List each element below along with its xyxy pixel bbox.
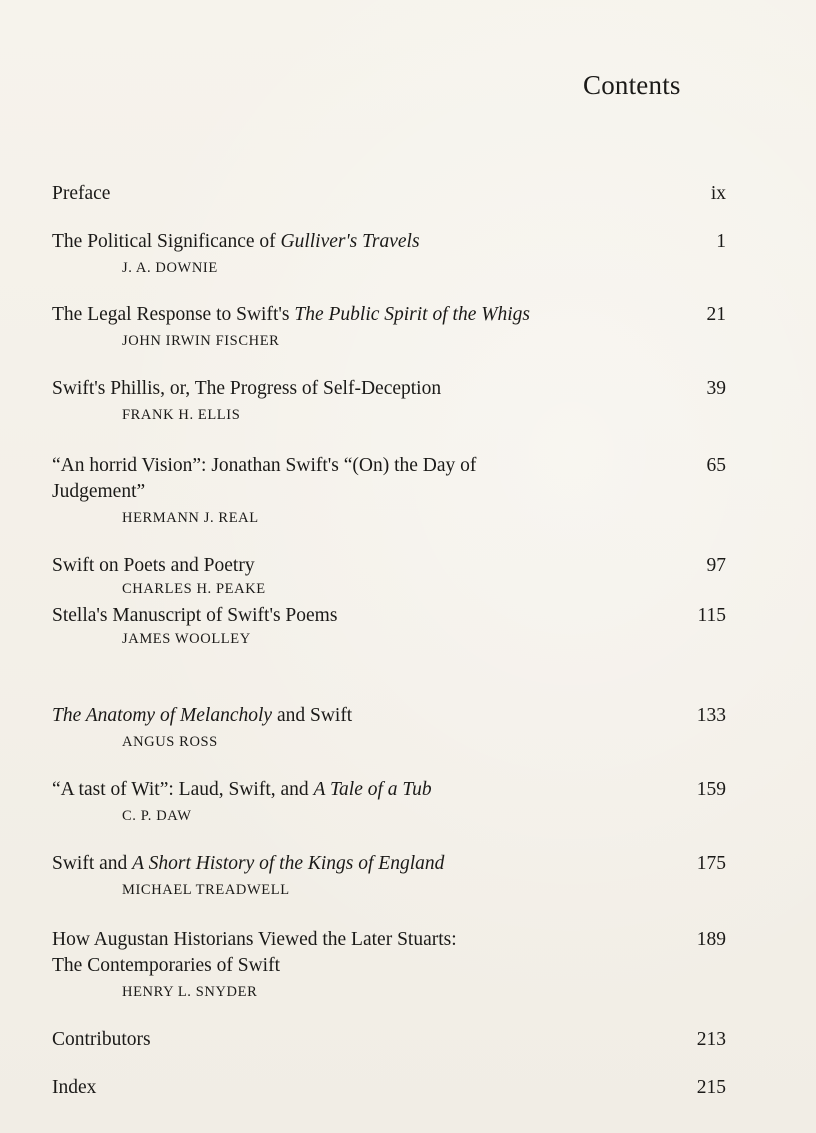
entry-title-italic: The Anatomy of Melancholy: [52, 705, 273, 726]
entry-title-line: [52, 453, 726, 479]
entry-title: Swift's Phillis, or, The Progress of Self-Deception: [52, 378, 442, 399]
toc-entry-index: [52, 1075, 726, 1101]
entry-author: ANGUS ROSS: [122, 734, 218, 750]
page-number: 175: [696, 853, 726, 874]
entry-title-line: [52, 927, 726, 953]
toc-entry-tast-of-wit: [52, 777, 726, 825]
contents-heading: Contents: [583, 70, 681, 100]
entry-title: Preface: [52, 183, 111, 204]
entry-title-line: [52, 603, 726, 629]
entry-title-line: [52, 703, 726, 729]
toc-entry-poets: [52, 553, 726, 598]
toc-entry-anatomy: [52, 703, 726, 751]
page-number: 65: [706, 455, 726, 476]
entry-author: C. P. DAW: [122, 808, 192, 824]
entry-author: JOHN IRWIN FISCHER: [122, 333, 280, 349]
entry-title-line: [52, 181, 726, 207]
page-number: 215: [696, 1077, 726, 1098]
toc-entry-stella: [52, 603, 726, 648]
entry-author: HERMANN J. REAL: [122, 510, 259, 526]
entry-title-suffix: and Swift: [272, 705, 353, 726]
entry-title: Swift on Poets and Poetry: [52, 555, 255, 576]
entry-title-prefix: “A tast of Wit”: Laud, Swift, and: [52, 779, 314, 800]
entry-title-line1: How Augustan Historians Viewed the Later Stuarts:: [52, 929, 457, 950]
toc-entry-gulliver: [52, 229, 726, 277]
page-number: ix: [710, 183, 726, 204]
page-number: 213: [696, 1029, 726, 1050]
entry-title-line: [52, 953, 726, 979]
page-number: 21: [706, 304, 726, 325]
toc-entry-augustan-historians: [52, 927, 726, 1001]
toc-entry-horrid-vision: [52, 453, 726, 527]
entry-title-line: [52, 553, 726, 579]
page-number: 115: [697, 605, 726, 626]
entry-title-line: [52, 302, 726, 328]
entry-author: HENRY L. SNYDER: [122, 984, 258, 1000]
entry-title: Stella's Manuscript of Swift's Poems: [52, 605, 338, 626]
entry-title-line: [52, 777, 726, 803]
toc-entry-contributors: [52, 1027, 726, 1053]
entry-author: MICHAEL TREADWELL: [122, 882, 290, 898]
entry-title-line2: Judgement”: [52, 481, 146, 502]
entry-title-line: [52, 479, 726, 505]
entry-title-line1: “An horrid Vision”: Jonathan Swift's “(On) the Day of: [52, 455, 477, 476]
page-number: 189: [696, 929, 726, 950]
entry-author: J. A. DOWNIE: [122, 260, 218, 276]
entry-title: Contributors: [52, 1029, 151, 1050]
entry-title: Index: [52, 1077, 97, 1098]
entry-title-line: [52, 376, 726, 402]
toc-entry-short-history: [52, 851, 726, 899]
page-number: 1: [716, 231, 726, 252]
entry-author: JAMES WOOLLEY: [122, 631, 251, 647]
toc-entry-phillis: [52, 376, 726, 424]
entry-title-prefix: The Legal Response to Swift's: [52, 304, 295, 325]
page-number: 97: [706, 555, 726, 576]
entry-title-line: [52, 229, 726, 255]
entry-author: CHARLES H. PEAKE: [122, 581, 266, 597]
entry-title-italic: A Tale of a Tub: [313, 779, 432, 800]
entry-title-line: [52, 1075, 726, 1101]
entry-title-prefix: Swift and: [52, 853, 133, 874]
entry-title-italic: Gulliver's Travels: [280, 231, 420, 252]
page-number: 39: [706, 378, 726, 399]
toc-entry-legal-response: [52, 302, 726, 350]
entry-title-italic: A Short History of the Kings of England: [132, 853, 445, 874]
entry-author: FRANK H. ELLIS: [122, 407, 241, 423]
toc-entry-preface: [52, 181, 726, 207]
entry-title-prefix: The Political Significance of: [52, 231, 281, 252]
entry-title-italic: The Public Spirit of the Whigs: [294, 304, 530, 325]
entry-title-line2: The Contemporaries of Swift: [52, 955, 280, 976]
page-number: 159: [696, 779, 726, 800]
page-number: 133: [696, 705, 726, 726]
entry-title-line: [52, 851, 726, 877]
entry-title-line: [52, 1027, 726, 1053]
